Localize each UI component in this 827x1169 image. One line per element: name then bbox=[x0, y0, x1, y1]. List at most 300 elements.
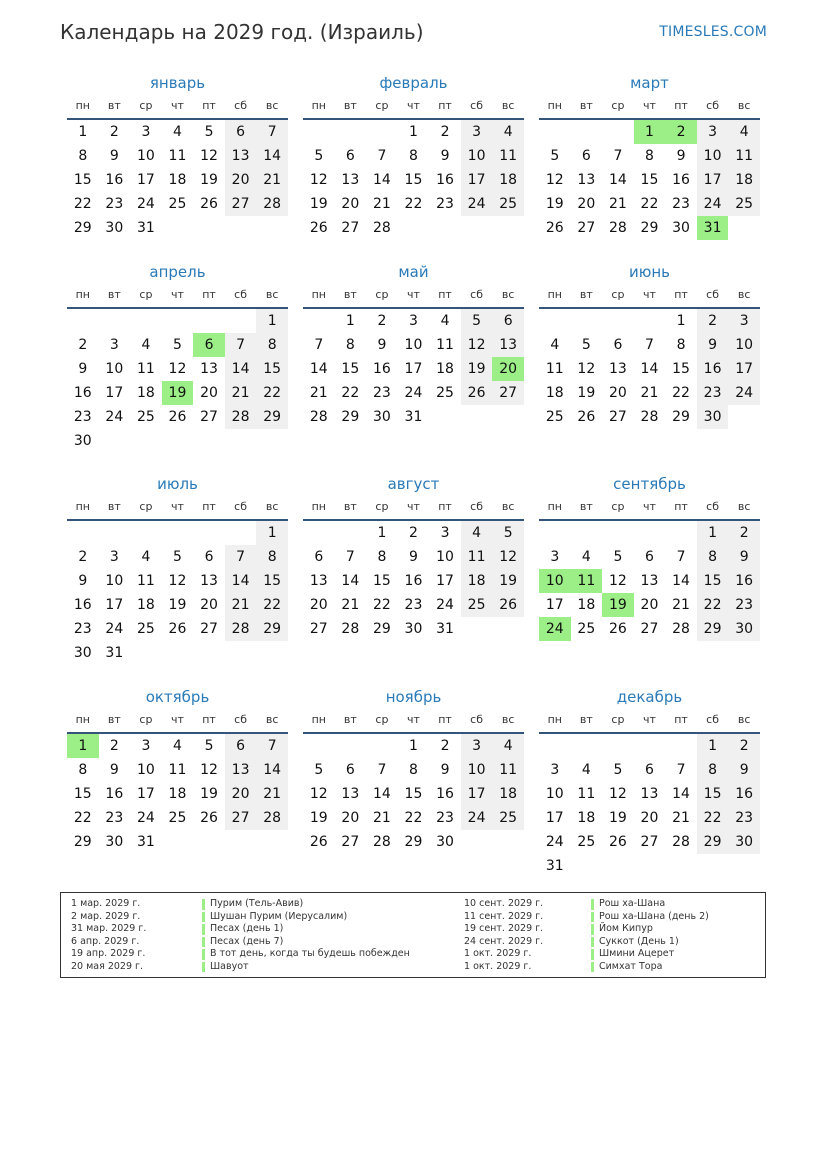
day-cell[interactable]: 2 bbox=[440, 124, 450, 140]
day-cell[interactable]: 11 bbox=[168, 148, 187, 164]
site-logo-link[interactable]: TIMESLES.COM bbox=[659, 24, 767, 40]
day-cell[interactable]: 8 bbox=[645, 148, 654, 164]
day-cell[interactable]: 23 bbox=[105, 196, 124, 212]
day-cell[interactable]: 2 bbox=[109, 738, 119, 754]
day-cell[interactable]: 19 bbox=[309, 196, 328, 212]
day-cell[interactable]: 24 bbox=[545, 834, 564, 850]
day-cell[interactable]: 9 bbox=[78, 361, 88, 377]
day-cell[interactable]: 17 bbox=[545, 597, 564, 613]
day-cell[interactable]: 26 bbox=[608, 834, 627, 850]
day-cell[interactable]: 9 bbox=[109, 148, 119, 164]
day-cell[interactable]: 14 bbox=[256, 758, 288, 782]
day-cell[interactable]: 17 bbox=[404, 361, 423, 377]
day-cell[interactable]: 18 bbox=[168, 172, 187, 188]
day-cell[interactable]: 8 bbox=[409, 148, 418, 164]
day-cell[interactable]: 20 bbox=[577, 196, 596, 212]
day-cell[interactable]: 19 bbox=[309, 810, 328, 826]
day-cell[interactable]: 28 bbox=[672, 834, 690, 850]
day-cell[interactable]: 28 bbox=[672, 621, 690, 637]
day-cell[interactable]: 25 bbox=[168, 810, 187, 826]
day-cell[interactable]: 14 bbox=[309, 361, 328, 377]
day-cell[interactable]: 6 bbox=[492, 309, 524, 333]
day-cell[interactable]: 25 bbox=[136, 409, 155, 425]
day-cell[interactable]: 15 bbox=[341, 361, 360, 377]
day-cell[interactable]: 3 bbox=[409, 313, 418, 329]
day-cell[interactable]: 3 bbox=[109, 549, 119, 565]
day-cell[interactable]: 14 bbox=[372, 172, 391, 188]
day-cell[interactable]: 2 bbox=[697, 309, 729, 333]
day-cell[interactable]: 17 bbox=[436, 573, 454, 589]
day-cell[interactable]: 21 bbox=[372, 196, 391, 212]
day-cell[interactable]: 6 bbox=[225, 120, 257, 144]
day-cell[interactable]: 22 bbox=[697, 593, 729, 617]
day-cell[interactable]: 4 bbox=[440, 313, 450, 329]
day-cell[interactable]: 16 bbox=[436, 172, 454, 188]
day-cell[interactable]: 6 bbox=[645, 549, 654, 565]
day-cell[interactable]: 24 bbox=[136, 196, 155, 212]
day-cell[interactable]: 4 bbox=[492, 120, 524, 144]
day-cell[interactable]: 18 bbox=[728, 168, 760, 192]
day-cell[interactable]: 23 bbox=[728, 593, 760, 617]
day-cell[interactable]: 26 bbox=[545, 220, 564, 236]
day-cell[interactable]: 23 bbox=[436, 810, 454, 826]
day-cell[interactable]: 18 bbox=[492, 782, 524, 806]
day-cell[interactable]: 16 bbox=[105, 786, 124, 802]
holiday-day-cell[interactable]: 2 bbox=[665, 120, 697, 144]
day-cell[interactable]: 24 bbox=[136, 810, 155, 826]
day-cell[interactable]: 12 bbox=[168, 361, 187, 377]
day-cell[interactable]: 3 bbox=[461, 734, 493, 758]
holiday-day-cell[interactable]: 20 bbox=[492, 357, 524, 381]
day-cell[interactable]: 8 bbox=[78, 148, 88, 164]
day-cell[interactable]: 22 bbox=[73, 810, 92, 826]
day-cell[interactable]: 9 bbox=[676, 148, 686, 164]
day-cell[interactable]: 10 bbox=[436, 549, 454, 565]
day-cell[interactable]: 27 bbox=[200, 409, 218, 425]
day-cell[interactable]: 10 bbox=[697, 144, 729, 168]
day-cell[interactable]: 1 bbox=[256, 521, 288, 545]
day-cell[interactable]: 9 bbox=[728, 758, 760, 782]
day-cell[interactable]: 2 bbox=[78, 337, 88, 353]
day-cell[interactable]: 14 bbox=[672, 786, 690, 802]
day-cell[interactable]: 6 bbox=[204, 549, 214, 565]
day-cell[interactable]: 22 bbox=[404, 810, 423, 826]
day-cell[interactable]: 29 bbox=[640, 220, 659, 236]
day-cell[interactable]: 28 bbox=[372, 220, 391, 236]
day-cell[interactable]: 12 bbox=[200, 148, 218, 164]
day-cell[interactable]: 17 bbox=[697, 168, 729, 192]
day-cell[interactable]: 3 bbox=[550, 762, 560, 778]
day-cell[interactable]: 30 bbox=[728, 830, 760, 854]
day-cell[interactable]: 24 bbox=[105, 409, 124, 425]
day-cell[interactable]: 28 bbox=[640, 409, 659, 425]
day-cell[interactable]: 8 bbox=[78, 762, 88, 778]
day-cell[interactable]: 17 bbox=[136, 172, 155, 188]
day-cell[interactable]: 18 bbox=[136, 597, 155, 613]
holiday-day-cell[interactable]: 19 bbox=[602, 593, 634, 617]
day-cell[interactable]: 22 bbox=[372, 597, 391, 613]
day-cell[interactable]: 3 bbox=[440, 525, 450, 541]
day-cell[interactable]: 27 bbox=[225, 806, 257, 830]
day-cell[interactable]: 30 bbox=[372, 409, 391, 425]
day-cell[interactable]: 13 bbox=[640, 786, 659, 802]
day-cell[interactable]: 19 bbox=[200, 786, 218, 802]
day-cell[interactable]: 21 bbox=[672, 597, 690, 613]
day-cell[interactable]: 11 bbox=[168, 762, 187, 778]
day-cell[interactable]: 4 bbox=[492, 734, 524, 758]
day-cell[interactable]: 28 bbox=[341, 621, 360, 637]
day-cell[interactable]: 5 bbox=[314, 762, 324, 778]
day-cell[interactable]: 1 bbox=[409, 738, 418, 754]
day-cell[interactable]: 5 bbox=[581, 337, 591, 353]
day-cell[interactable]: 9 bbox=[377, 337, 387, 353]
day-cell[interactable]: 30 bbox=[105, 220, 124, 236]
day-cell[interactable]: 30 bbox=[436, 834, 454, 850]
day-cell[interactable]: 18 bbox=[577, 597, 596, 613]
day-cell[interactable]: 18 bbox=[136, 385, 155, 401]
day-cell[interactable]: 4 bbox=[461, 521, 493, 545]
day-cell[interactable]: 21 bbox=[225, 593, 257, 617]
day-cell[interactable]: 18 bbox=[436, 361, 454, 377]
day-cell[interactable]: 25 bbox=[577, 834, 596, 850]
day-cell[interactable]: 27 bbox=[640, 834, 659, 850]
day-cell[interactable]: 20 bbox=[640, 597, 659, 613]
day-cell[interactable]: 29 bbox=[404, 834, 423, 850]
day-cell[interactable]: 21 bbox=[256, 782, 288, 806]
day-cell[interactable]: 6 bbox=[613, 337, 623, 353]
day-cell[interactable]: 7 bbox=[613, 148, 623, 164]
day-cell[interactable]: 30 bbox=[105, 834, 124, 850]
day-cell[interactable]: 30 bbox=[728, 617, 760, 641]
day-cell[interactable]: 27 bbox=[492, 381, 524, 405]
holiday-day-cell[interactable]: 1 bbox=[634, 120, 666, 144]
day-cell[interactable]: 15 bbox=[73, 786, 92, 802]
day-cell[interactable]: 21 bbox=[372, 810, 391, 826]
day-cell[interactable]: 10 bbox=[105, 573, 124, 589]
day-cell[interactable]: 3 bbox=[141, 738, 151, 754]
day-cell[interactable]: 26 bbox=[309, 220, 328, 236]
day-cell[interactable]: 12 bbox=[309, 786, 328, 802]
day-cell[interactable]: 27 bbox=[200, 621, 218, 637]
day-cell[interactable]: 21 bbox=[672, 810, 690, 826]
day-cell[interactable]: 16 bbox=[372, 361, 391, 377]
day-cell[interactable]: 29 bbox=[372, 621, 391, 637]
day-cell[interactable]: 27 bbox=[341, 220, 360, 236]
day-cell[interactable]: 10 bbox=[545, 786, 564, 802]
day-cell[interactable]: 12 bbox=[608, 573, 627, 589]
day-cell[interactable]: 6 bbox=[345, 148, 355, 164]
day-cell[interactable]: 19 bbox=[545, 196, 564, 212]
day-cell[interactable]: 16 bbox=[728, 569, 760, 593]
day-cell[interactable]: 20 bbox=[341, 810, 360, 826]
day-cell[interactable]: 28 bbox=[256, 192, 288, 216]
day-cell[interactable]: 29 bbox=[73, 220, 92, 236]
day-cell[interactable]: 27 bbox=[640, 621, 659, 637]
day-cell[interactable]: 8 bbox=[256, 333, 288, 357]
day-cell[interactable]: 7 bbox=[256, 120, 288, 144]
day-cell[interactable]: 15 bbox=[372, 573, 391, 589]
day-cell[interactable]: 26 bbox=[200, 196, 218, 212]
day-cell[interactable]: 10 bbox=[136, 762, 155, 778]
day-cell[interactable]: 6 bbox=[581, 148, 591, 164]
day-cell[interactable]: 13 bbox=[492, 333, 524, 357]
day-cell[interactable]: 11 bbox=[577, 786, 596, 802]
day-cell[interactable]: 20 bbox=[309, 597, 328, 613]
day-cell[interactable]: 31 bbox=[404, 409, 423, 425]
day-cell[interactable]: 22 bbox=[341, 385, 360, 401]
day-cell[interactable]: 24 bbox=[461, 806, 493, 830]
day-cell[interactable]: 21 bbox=[256, 168, 288, 192]
day-cell[interactable]: 8 bbox=[345, 337, 355, 353]
day-cell[interactable]: 30 bbox=[697, 405, 729, 429]
day-cell[interactable]: 23 bbox=[372, 385, 391, 401]
holiday-day-cell[interactable]: 6 bbox=[193, 333, 225, 357]
day-cell[interactable]: 6 bbox=[314, 549, 324, 565]
day-cell[interactable]: 13 bbox=[577, 172, 596, 188]
day-cell[interactable]: 18 bbox=[577, 810, 596, 826]
day-cell[interactable]: 25 bbox=[577, 621, 596, 637]
day-cell[interactable]: 6 bbox=[645, 762, 654, 778]
day-cell[interactable]: 4 bbox=[141, 549, 151, 565]
day-cell[interactable]: 30 bbox=[672, 220, 690, 236]
day-cell[interactable]: 14 bbox=[640, 361, 659, 377]
day-cell[interactable]: 17 bbox=[728, 357, 760, 381]
day-cell[interactable]: 23 bbox=[73, 621, 92, 637]
day-cell[interactable]: 5 bbox=[173, 549, 182, 565]
day-cell[interactable]: 22 bbox=[640, 196, 659, 212]
day-cell[interactable]: 9 bbox=[697, 333, 729, 357]
day-cell[interactable]: 5 bbox=[461, 309, 493, 333]
day-cell[interactable]: 21 bbox=[309, 385, 328, 401]
day-cell[interactable]: 7 bbox=[256, 734, 288, 758]
day-cell[interactable]: 7 bbox=[225, 545, 257, 569]
day-cell[interactable]: 28 bbox=[309, 409, 328, 425]
day-cell[interactable]: 12 bbox=[492, 545, 524, 569]
day-cell[interactable]: 19 bbox=[577, 385, 596, 401]
day-cell[interactable]: 6 bbox=[225, 734, 257, 758]
day-cell[interactable]: 19 bbox=[461, 357, 493, 381]
day-cell[interactable]: 11 bbox=[545, 361, 564, 377]
holiday-day-cell[interactable]: 1 bbox=[67, 734, 99, 758]
day-cell[interactable]: 17 bbox=[136, 786, 155, 802]
day-cell[interactable]: 1 bbox=[409, 124, 418, 140]
day-cell[interactable]: 17 bbox=[545, 810, 564, 826]
day-cell[interactable]: 8 bbox=[377, 549, 387, 565]
day-cell[interactable]: 23 bbox=[73, 409, 92, 425]
day-cell[interactable]: 2 bbox=[728, 734, 760, 758]
day-cell[interactable]: 2 bbox=[728, 521, 760, 545]
day-cell[interactable]: 21 bbox=[608, 196, 627, 212]
day-cell[interactable]: 21 bbox=[341, 597, 360, 613]
day-cell[interactable]: 22 bbox=[404, 196, 423, 212]
day-cell[interactable]: 24 bbox=[461, 192, 493, 216]
day-cell[interactable]: 11 bbox=[436, 337, 454, 353]
day-cell[interactable]: 13 bbox=[309, 573, 328, 589]
day-cell[interactable]: 13 bbox=[341, 172, 360, 188]
day-cell[interactable]: 5 bbox=[204, 738, 214, 754]
day-cell[interactable]: 10 bbox=[461, 144, 493, 168]
day-cell[interactable]: 22 bbox=[672, 385, 690, 401]
day-cell[interactable]: 25 bbox=[136, 621, 155, 637]
day-cell[interactable]: 31 bbox=[545, 858, 564, 874]
day-cell[interactable]: 26 bbox=[608, 621, 627, 637]
day-cell[interactable]: 19 bbox=[608, 810, 627, 826]
day-cell[interactable]: 15 bbox=[697, 569, 729, 593]
day-cell[interactable]: 7 bbox=[377, 148, 387, 164]
day-cell[interactable]: 23 bbox=[697, 381, 729, 405]
day-cell[interactable]: 16 bbox=[73, 385, 92, 401]
day-cell[interactable]: 14 bbox=[256, 144, 288, 168]
day-cell[interactable]: 21 bbox=[225, 381, 257, 405]
day-cell[interactable]: 8 bbox=[697, 758, 729, 782]
day-cell[interactable]: 6 bbox=[345, 762, 355, 778]
day-cell[interactable]: 4 bbox=[581, 762, 591, 778]
day-cell[interactable]: 5 bbox=[613, 762, 623, 778]
day-cell[interactable]: 29 bbox=[672, 409, 690, 425]
day-cell[interactable]: 20 bbox=[608, 385, 627, 401]
day-cell[interactable]: 25 bbox=[436, 385, 454, 401]
day-cell[interactable]: 4 bbox=[728, 120, 760, 144]
day-cell[interactable]: 30 bbox=[404, 621, 423, 637]
day-cell[interactable]: 3 bbox=[728, 309, 760, 333]
day-cell[interactable]: 13 bbox=[341, 786, 360, 802]
day-cell[interactable]: 26 bbox=[168, 621, 187, 637]
day-cell[interactable]: 12 bbox=[608, 786, 627, 802]
holiday-day-cell[interactable]: 31 bbox=[697, 216, 729, 240]
day-cell[interactable]: 26 bbox=[492, 593, 524, 617]
day-cell[interactable]: 7 bbox=[314, 337, 324, 353]
day-cell[interactable]: 17 bbox=[461, 168, 493, 192]
day-cell[interactable]: 15 bbox=[404, 786, 423, 802]
day-cell[interactable]: 19 bbox=[492, 569, 524, 593]
day-cell[interactable]: 24 bbox=[404, 385, 423, 401]
day-cell[interactable]: 14 bbox=[225, 357, 257, 381]
day-cell[interactable]: 30 bbox=[73, 433, 92, 449]
day-cell[interactable]: 14 bbox=[608, 172, 627, 188]
day-cell[interactable]: 4 bbox=[141, 337, 151, 353]
day-cell[interactable]: 22 bbox=[73, 196, 92, 212]
day-cell[interactable]: 11 bbox=[492, 758, 524, 782]
day-cell[interactable]: 4 bbox=[173, 124, 182, 140]
day-cell[interactable]: 20 bbox=[225, 168, 257, 192]
day-cell[interactable]: 23 bbox=[436, 196, 454, 212]
day-cell[interactable]: 23 bbox=[105, 810, 124, 826]
day-cell[interactable]: 17 bbox=[105, 597, 124, 613]
day-cell[interactable]: 1 bbox=[256, 309, 288, 333]
day-cell[interactable]: 26 bbox=[461, 381, 493, 405]
day-cell[interactable]: 20 bbox=[640, 810, 659, 826]
day-cell[interactable]: 15 bbox=[672, 361, 690, 377]
day-cell[interactable]: 5 bbox=[314, 148, 324, 164]
day-cell[interactable]: 10 bbox=[461, 758, 493, 782]
day-cell[interactable]: 12 bbox=[461, 333, 493, 357]
day-cell[interactable]: 13 bbox=[608, 361, 627, 377]
day-cell[interactable]: 14 bbox=[341, 573, 360, 589]
day-cell[interactable]: 14 bbox=[372, 786, 391, 802]
day-cell[interactable]: 11 bbox=[136, 361, 155, 377]
day-cell[interactable]: 5 bbox=[204, 124, 214, 140]
day-cell[interactable]: 16 bbox=[73, 597, 92, 613]
day-cell[interactable]: 8 bbox=[676, 337, 686, 353]
day-cell[interactable]: 29 bbox=[697, 617, 729, 641]
day-cell[interactable]: 2 bbox=[440, 738, 450, 754]
day-cell[interactable]: 27 bbox=[341, 834, 360, 850]
day-cell[interactable]: 17 bbox=[461, 782, 493, 806]
day-cell[interactable]: 1 bbox=[377, 525, 387, 541]
day-cell[interactable]: 16 bbox=[404, 573, 423, 589]
day-cell[interactable]: 20 bbox=[225, 782, 257, 806]
day-cell[interactable]: 3 bbox=[697, 120, 729, 144]
day-cell[interactable]: 16 bbox=[672, 172, 690, 188]
holiday-day-cell[interactable]: 11 bbox=[571, 569, 603, 593]
day-cell[interactable]: 14 bbox=[672, 573, 690, 589]
day-cell[interactable]: 11 bbox=[492, 144, 524, 168]
day-cell[interactable]: 24 bbox=[697, 192, 729, 216]
day-cell[interactable]: 28 bbox=[256, 806, 288, 830]
day-cell[interactable]: 12 bbox=[545, 172, 564, 188]
day-cell[interactable]: 26 bbox=[309, 834, 328, 850]
day-cell[interactable]: 16 bbox=[105, 172, 124, 188]
day-cell[interactable]: 16 bbox=[697, 357, 729, 381]
day-cell[interactable]: 22 bbox=[256, 593, 288, 617]
day-cell[interactable]: 8 bbox=[256, 545, 288, 569]
day-cell[interactable]: 25 bbox=[545, 409, 564, 425]
day-cell[interactable]: 24 bbox=[105, 621, 124, 637]
day-cell[interactable]: 5 bbox=[173, 337, 182, 353]
day-cell[interactable]: 24 bbox=[436, 597, 454, 613]
day-cell[interactable]: 7 bbox=[645, 337, 654, 353]
day-cell[interactable]: 20 bbox=[341, 196, 360, 212]
day-cell[interactable]: 15 bbox=[697, 782, 729, 806]
day-cell[interactable]: 29 bbox=[256, 617, 288, 641]
day-cell[interactable]: 7 bbox=[676, 549, 686, 565]
day-cell[interactable]: 25 bbox=[492, 806, 524, 830]
day-cell[interactable]: 31 bbox=[105, 645, 124, 661]
day-cell[interactable]: 4 bbox=[581, 549, 591, 565]
day-cell[interactable]: 24 bbox=[728, 381, 760, 405]
day-cell[interactable]: 27 bbox=[225, 192, 257, 216]
day-cell[interactable]: 23 bbox=[404, 597, 423, 613]
day-cell[interactable]: 7 bbox=[676, 762, 686, 778]
day-cell[interactable]: 2 bbox=[377, 313, 387, 329]
day-cell[interactable]: 18 bbox=[545, 385, 564, 401]
day-cell[interactable]: 25 bbox=[728, 192, 760, 216]
day-cell[interactable]: 12 bbox=[200, 762, 218, 778]
day-cell[interactable]: 25 bbox=[461, 593, 493, 617]
day-cell[interactable]: 15 bbox=[73, 172, 92, 188]
day-cell[interactable]: 30 bbox=[73, 645, 92, 661]
day-cell[interactable]: 11 bbox=[461, 545, 493, 569]
day-cell[interactable]: 31 bbox=[136, 220, 155, 236]
day-cell[interactable]: 2 bbox=[409, 525, 418, 541]
day-cell[interactable]: 5 bbox=[550, 148, 560, 164]
day-cell[interactable]: 10 bbox=[136, 148, 155, 164]
day-cell[interactable]: 8 bbox=[697, 545, 729, 569]
day-cell[interactable]: 3 bbox=[461, 120, 493, 144]
day-cell[interactable]: 18 bbox=[168, 786, 187, 802]
day-cell[interactable]: 28 bbox=[225, 617, 257, 641]
day-cell[interactable]: 29 bbox=[73, 834, 92, 850]
day-cell[interactable]: 1 bbox=[78, 124, 88, 140]
day-cell[interactable]: 16 bbox=[728, 782, 760, 806]
day-cell[interactable]: 26 bbox=[168, 409, 187, 425]
day-cell[interactable]: 4 bbox=[173, 738, 182, 754]
day-cell[interactable]: 13 bbox=[200, 361, 218, 377]
day-cell[interactable]: 3 bbox=[550, 549, 560, 565]
day-cell[interactable]: 12 bbox=[168, 573, 187, 589]
day-cell[interactable]: 19 bbox=[168, 597, 187, 613]
day-cell[interactable]: 10 bbox=[105, 361, 124, 377]
